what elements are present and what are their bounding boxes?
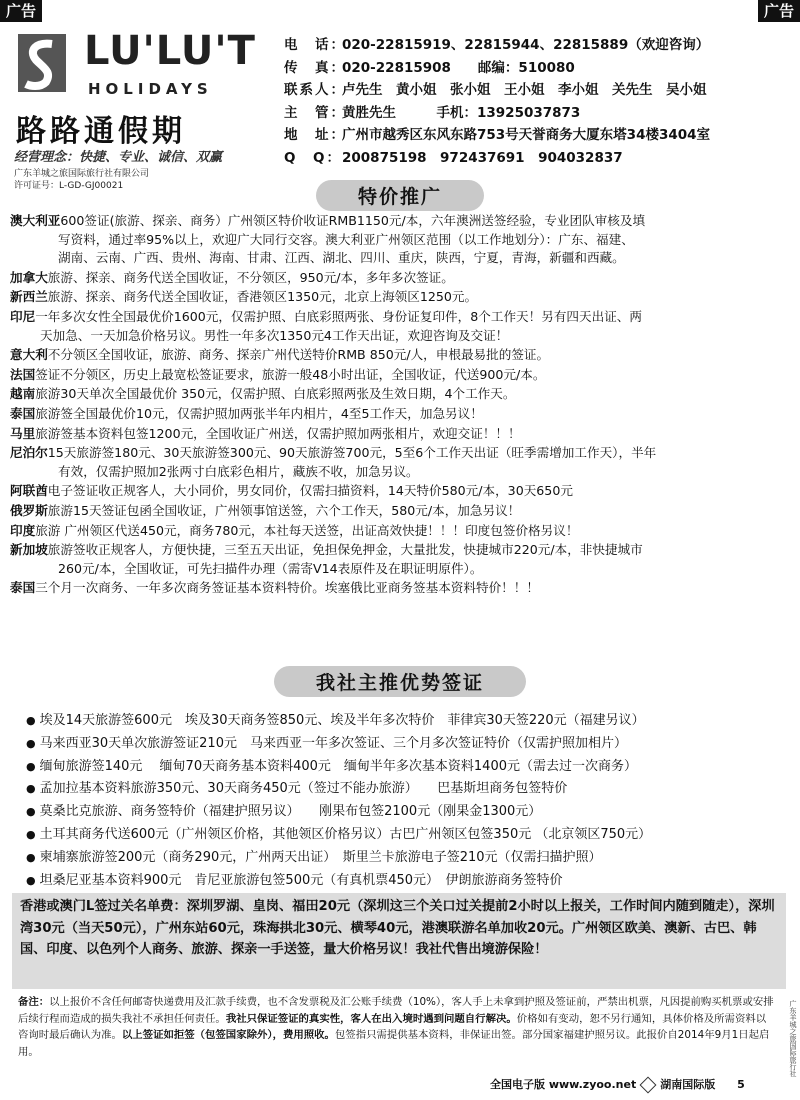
business-motto: 经营理念：快捷、专业、诚信、双赢 <box>14 150 223 165</box>
page-footer <box>490 1076 745 1092</box>
featured-visa-banner: 我社主推优势签证 <box>274 666 526 697</box>
list-item: ● 孟加拉基本资料旅游350元、30天商务450元（签过不能办旅游） 巴基斯坦商务包签特价 <box>26 778 786 801</box>
deals-list <box>10 212 786 599</box>
company-name: 广东羊城之旅国际旅行社有限公司 <box>14 169 150 179</box>
remarks: 备注：以上报价不含任何邮寄快递费用及汇款手续费，也不含发票税及汇公账手续费（10%），客人手上未拿到护照及签证前，严禁出机票，凡因提前购买机票或安排后续行程而造成的损失我社不承担任何责任。我社只保证签证的真实性，客人在出入境时遇到问题自行解决。价格如有变动，恕不另行通知，具体价格及所需资料以咨询时最后确认为准。以上签证如拒签（包签国家除外），费用照收。包签指只需提供基本资料，非保证出签。部分国家福建护照另议。此报价自2014年9月1日起启用。 <box>18 996 774 1058</box>
contact-persons: 联系人：卢先生 黄小姐 张小姐 王小姐 李小姐 关先生 吴小姐 <box>284 82 707 98</box>
contact-phone: 电 话：020-22815919、22815944、22815889（欢迎咨询） <box>284 37 710 53</box>
deal-india: 印度旅游 广州领区代送450元，商务780元，本社每天送签，出证高效快捷！！！印度包签价格另议！ <box>10 522 579 538</box>
diamond-icon <box>640 1077 657 1094</box>
deal-indonesia: 印尼一年多次女性全国最优价1600元，仅需护照、白底彩照两张、身份证复印件，8个工作天！另有四天出证、两 天加急、一天加急价格另议。男性一年多次1350元4工作天出证，欢迎咨询及交证！ <box>10 308 642 343</box>
deal-nepal: 尼泊尔15天旅游签180元、30天旅游签300元、90天旅游签700元，5至6个工作天出证（旺季需增加工作天），半年 有效，仅需护照加2张两寸白底彩色相片，藏族不收，加急另议。 <box>10 445 657 479</box>
special-offer-banner: 特价推广 <box>316 180 484 211</box>
lulutong-logo-icon <box>18 34 66 92</box>
list-item: ● 埃及14天旅游签600元 埃及30天商务签850元、埃及半年多次特价 菲律宾30天签220元（福建另议） <box>26 710 786 733</box>
hk-macau-border-fees: 香港或澳门L签过关名单费：深圳罗湖、皇岗、福田20元（深圳这三个关口过关提前2小时以上报关，工作时间内随到随走），深圳湾30元（当天50元），广州东站60元，珠海拱北30元、横琴40元，港澳联游名单加收20元。广州领区欧美、澳新、古巴、韩国、印度、以色列个人商务、旅游、探亲一手送签，量大价格另议！我社代售出境游保险！ <box>12 893 786 989</box>
deal-france: 法国签证不分领区，历史上最宽松签证要求，旅游一般48小时出证，全国收证，代送900元/本。 <box>10 366 546 382</box>
deal-italy: 意大利不分领区全国收证，旅游、商务、探亲广州代送特价RMB 850元/人，申根最易批的签证。 <box>10 347 550 363</box>
logo-chinese-name: 路路通假期 <box>16 114 186 149</box>
page-number: 5 <box>737 1078 745 1091</box>
contact-fax: 传 真：020-22815908 邮编：510080 <box>284 59 575 76</box>
license-number: 许可证号：L-GD-GJ00021 <box>14 181 124 191</box>
list-item: ● 马来西亚30天单次旅游签证210元 马来西亚一年多次签证、三个月多次签证特价（仅需护照加相片） <box>26 733 786 756</box>
deal-thailand: 泰国旅游签全国最优价10元，仅需护照加两张半年内相片，4至5工作天，加急另议！ <box>10 405 483 421</box>
list-item: ● 土耳其商务代送600元（广州领区价格，其他领区价格另议）古巴广州领区包签350元 （北京领区750元） <box>26 824 786 847</box>
contact-qq: Q Q：200875198 972437691 904032837 <box>284 149 623 166</box>
deal-canada: 加拿大旅游、探亲、商务代送全国收证，不分领区，950元/本，多年多次签证。 <box>10 269 454 285</box>
deal-newzealand: 新西兰旅游、探亲、商务代送全国收证，香港领区1350元，北京上海领区1250元。 <box>10 289 478 305</box>
contact-manager: 主 管：黄胜先生 手机：13925037873 <box>284 104 581 121</box>
list-item: ● 莫桑比克旅游、商务签特价（福建护照另议） 刚果布包签2100元（刚果金1300元） <box>26 801 786 824</box>
list-item: ● 柬埔寨旅游签200元（商务290元，广州两天出证） 斯里兰卡旅游电子签210元（仅需扫描护照） <box>26 847 786 870</box>
deal-singapore: 新加坡旅游签收正规客人，方便快捷，三至五天出证，免担保免押金，大量批发，快捷城市220元/本，非快捷城市 260元/本，全国收证，可先扫描件办理（需寄V14表原件及在职证明原件）。 <box>10 542 643 576</box>
deal-thailand-business: 泰国三个月一次商务、一年多次商务签证基本资料特价。埃塞俄比亚商务签基本资料特价！！！ <box>10 580 539 596</box>
ad-tag-left: 广告 <box>0 0 42 22</box>
footer-edition: 全国电子版 www.zyoo.net <box>490 1078 637 1091</box>
ad-tag-right: 广告 <box>758 0 800 22</box>
contact-block <box>284 34 710 169</box>
list-item: ● 坦桑尼亚基本资料900元 肯尼亚旅游包签500元（有真机票450元） 伊朗旅游商务签特价 <box>26 870 786 893</box>
featured-visa-list <box>26 710 786 892</box>
deal-australia: 澳大利亚600签证(旅游、探亲、商务）广州领区特价收证RMB1150元/本，六年澳洲送签经验，专业团队审核及填 写资料，通过率95%以上，欢迎广大同行交容。澳大利亚广州领区范围（以工作地划分）：广东、福建、 湖南、云南、广西、贵州、海南、甘肃、江西、湖北、四川、重庆，陕西，宁夏，青海，新疆和西藏。 <box>10 213 646 266</box>
deal-uae: 阿联酋电子签证收正规客人，大小同价，男女同价，仅需扫描资料，14天特价580元/本，30天650元 <box>10 483 573 499</box>
list-item: ● 缅甸旅游签140元 缅甸70天商务基本资料400元 缅甸半年多次基本资料1400元（需去过一次商务） <box>26 756 786 779</box>
company-info <box>14 168 149 192</box>
footer-region: 湖南国际版 <box>660 1078 716 1091</box>
side-vertical-text: 广东羊城之旅国际旅行社 <box>789 1000 797 1077</box>
logo-holidays-text: HOLIDAYS <box>88 80 213 98</box>
company-logo <box>10 28 272 178</box>
logo-brand-text: LU'LU'T <box>84 28 256 74</box>
deal-russia: 俄罗斯旅游15天签证包函全国收证，广州领事馆送签，六个工作天，580元/本，加急另议！ <box>10 502 521 518</box>
deal-vietnam: 越南旅游30天单次全国最优价 350元，仅需护照、白底彩照两张及生效日期，4个工作天。 <box>10 386 516 402</box>
deal-mali: 马里旅游签基本资料包签1200元，全国收证广州送，仅需护照加两张相片，欢迎交证！！！ <box>10 425 521 441</box>
remarks-label: 备注： <box>18 996 50 1008</box>
contact-address: 地 址：广州市越秀区东风东路753号天誉商务大厦东塔34楼3404室 <box>284 127 711 143</box>
